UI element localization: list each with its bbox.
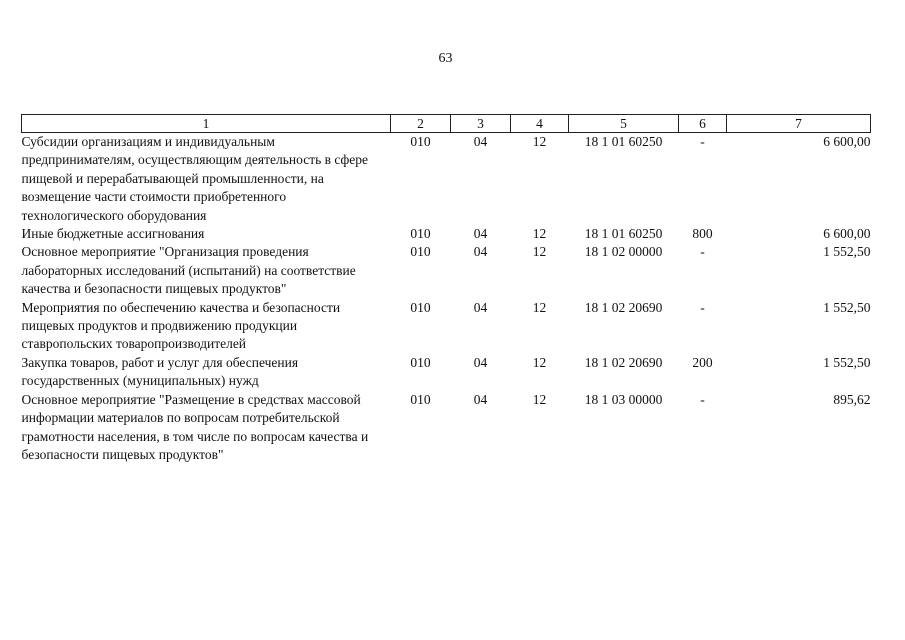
cell-section: 04: [473, 244, 488, 260]
col-header-5: 5: [569, 115, 679, 133]
col-header-1: 1: [22, 115, 391, 133]
page-number: 63: [438, 51, 453, 66]
cell-subsection: 12: [532, 244, 547, 260]
col-header-4: 4: [511, 115, 569, 133]
cell-section: 04: [473, 299, 488, 315]
cell-ministry: 010: [410, 134, 431, 149]
cell-ministry: 010: [410, 354, 431, 370]
table-row: [22, 299, 871, 354]
cell-target-article: 18 1 02 20690: [584, 354, 663, 370]
cell-amount: 1 552,50: [823, 244, 871, 260]
cell-ministry: 010: [410, 244, 431, 260]
cell-expense-type: 200: [692, 354, 713, 370]
cell-section: 04: [473, 226, 488, 242]
cell-expense-type: 800: [692, 226, 713, 242]
cell-subsection: 12: [532, 226, 547, 242]
cell-expense-type: -: [700, 244, 705, 260]
table-row: [22, 391, 871, 465]
col-header-2: 2: [391, 115, 451, 133]
cell-amount: 895,62: [833, 391, 871, 407]
row-name: Мероприятия по обеспечению качества и безопасности пищевых продуктов и продвижению продукции ставропольских товаропроизводителей: [21, 299, 341, 352]
cell-section: 04: [473, 134, 488, 149]
header-row: [22, 115, 871, 133]
cell-target-article: 18 1 02 00000: [584, 244, 663, 260]
row-name: Закупка товаров, работ и услуг для обеспечения государственных (муниципальных) нужд: [21, 354, 299, 389]
cell-section: 04: [473, 354, 488, 370]
cell-section: 04: [473, 391, 488, 407]
col-header-6: 6: [679, 115, 727, 133]
cell-expense-type: -: [700, 299, 705, 315]
col-header-7: 7: [727, 115, 871, 133]
cell-amount: 1 552,50: [823, 354, 871, 370]
cell-target-article: 18 1 02 20690: [584, 299, 663, 315]
cell-expense-type: -: [700, 134, 705, 149]
cell-amount: 1 552,50: [823, 299, 871, 315]
cell-ministry: 010: [410, 299, 431, 315]
row-name: Иные бюджетные ассигнования: [21, 226, 205, 242]
cell-amount: 6 600,00: [823, 134, 871, 149]
col-header-3: 3: [451, 115, 511, 133]
cell-subsection: 12: [532, 134, 547, 149]
cell-subsection: 12: [532, 299, 547, 315]
cell-expense-type: -: [700, 391, 705, 407]
cell-target-article: 18 1 01 60250: [584, 134, 663, 149]
table-row: [22, 243, 871, 298]
cell-ministry: 010: [410, 391, 431, 407]
budget-table: [21, 114, 871, 464]
cell-subsection: 12: [532, 391, 547, 407]
cell-target-article: 18 1 01 60250: [584, 226, 663, 242]
table-row: [22, 133, 871, 226]
row-name: Субсидии организациям и индивидуальным предпринимателям, осуществляющим деятельность в сфере пищевой и перерабатывающей промышленности, на возмещение части стоимости приобретенного технологического оборудования: [21, 134, 369, 223]
row-name: Основное мероприятие "Размещение в средствах массовой информации материалов по вопросам потребительской грамотности населения, в том числе по вопросам качества и безопасности пищевых продуктов": [21, 391, 369, 462]
cell-amount: 6 600,00: [823, 226, 871, 242]
cell-target-article: 18 1 03 00000: [584, 391, 663, 407]
table-row: [22, 225, 871, 243]
table-row: [22, 354, 871, 391]
cell-subsection: 12: [532, 354, 547, 370]
row-name: Основное мероприятие "Организация проведения лабораторных исследований (испытаний) на соответствие качества и безопасности пищевых продуктов": [21, 244, 356, 297]
cell-ministry: 010: [410, 226, 431, 242]
